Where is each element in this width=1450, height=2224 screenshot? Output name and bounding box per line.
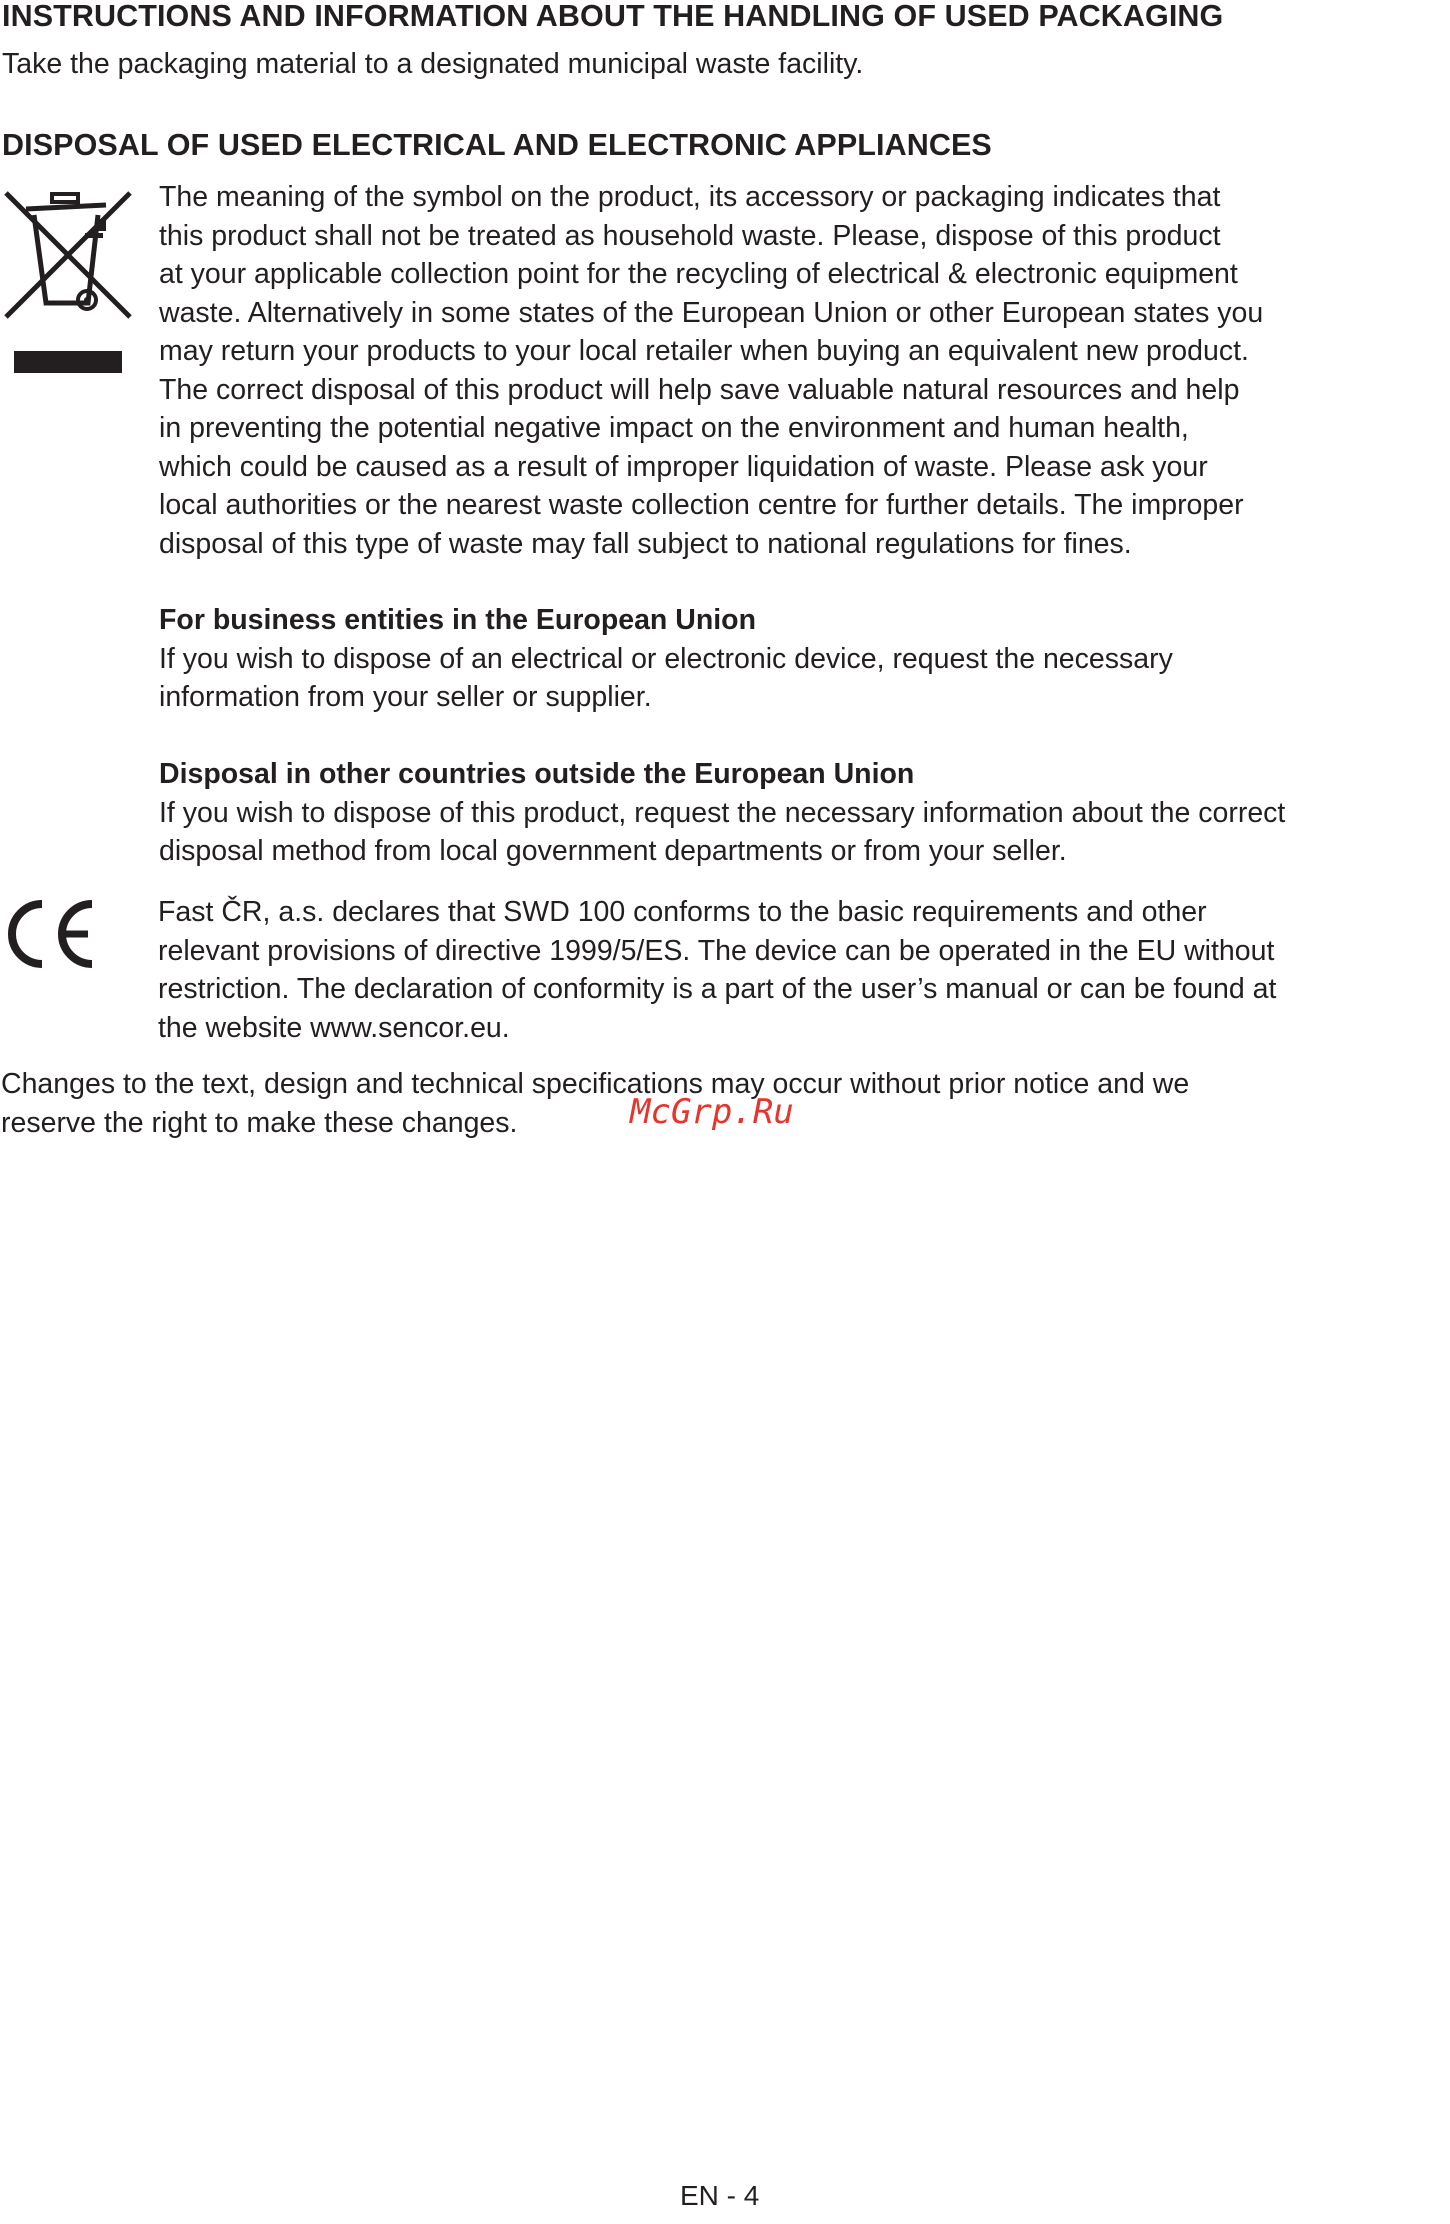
watermark: McGrp.Ru xyxy=(630,1092,794,1132)
outside-eu-section xyxy=(159,755,1285,871)
weee-line-8: which could be caused as a result of improper liquidation of waste. Please ask your xyxy=(159,450,1208,483)
business-heading: For business entities in the European Union xyxy=(159,604,756,636)
changes-line-2: reserve the right to make these changes. xyxy=(1,1106,518,1139)
outside-eu-line-1: If you wish to dispose of this product, request the necessary information about the correct xyxy=(159,796,1286,829)
conformity-line-2: relevant provisions of directive 1999/5/ES. The device can be operated in the EU without xyxy=(158,934,1275,967)
weee-line-3: at your applicable collection point for the recycling of electrical & electronic equipment xyxy=(159,258,1238,290)
business-line-1: If you wish to dispose of an electrical or electronic device, request the necessary xyxy=(159,642,1173,675)
conformity-line-3: restriction. The declaration of conformity is a part of the user’s manual or can be found at xyxy=(158,973,1277,1005)
conformity-line-1: Fast ČR, a.s. declares that SWD 100 conforms to the basic requirements and other xyxy=(158,896,1207,928)
weee-line-1: The meaning of the symbol on the product, its accessory or packaging indicates that xyxy=(159,181,1221,213)
weee-line-7: in preventing the potential negative impact on the environment and human health, xyxy=(159,412,1189,444)
ce-mark-icon xyxy=(2,898,98,970)
weee-line-5: may return your products to your local retailer when buying an equivalent new product. xyxy=(159,335,1249,367)
weee-line-6: The correct disposal of this product will help save valuable natural resources and help xyxy=(159,373,1240,406)
weee-line-2: this product shall not be treated as household waste. Please, dispose of this product xyxy=(159,219,1221,252)
conformity-line-4: the website www.sencor.eu. xyxy=(158,1011,510,1044)
outside-eu-line-2: disposal method from local government departments or from your seller. xyxy=(159,835,1067,867)
page-number: EN - 4 xyxy=(680,2180,760,2211)
weee-line-4: waste. Alternatively in some states of the European Union or other European states you xyxy=(159,296,1264,329)
weee-paragraph xyxy=(159,178,1263,563)
changes-line-1: Changes to the text, design and technical specifications may occur without prior notice and we xyxy=(1,1068,1190,1100)
weee-line-9: local authorities or the nearest waste collection centre for further details. The improper xyxy=(159,489,1244,521)
weee-heading: DISPOSAL OF USED ELECTRICAL AND ELECTRONIC APPLIANCES xyxy=(2,128,992,162)
packaging-text: Take the packaging material to a designated municipal waste facility. xyxy=(2,48,864,80)
outside-eu-heading: Disposal in other countries outside the European Union xyxy=(159,758,915,790)
changes-paragraph xyxy=(1,1065,1189,1142)
business-line-2: information from your seller or supplier. xyxy=(159,681,652,713)
business-section xyxy=(159,601,1173,717)
weee-line-10: disposal of this type of waste may fall subject to national regulations for fines. xyxy=(159,527,1132,560)
crossed-out-wheelie-bin-icon xyxy=(2,185,134,380)
packaging-heading: INSTRUCTIONS AND INFORMATION ABOUT THE HANDLING OF USED PACKAGING xyxy=(2,0,1224,33)
conformity-paragraph xyxy=(158,893,1276,1047)
